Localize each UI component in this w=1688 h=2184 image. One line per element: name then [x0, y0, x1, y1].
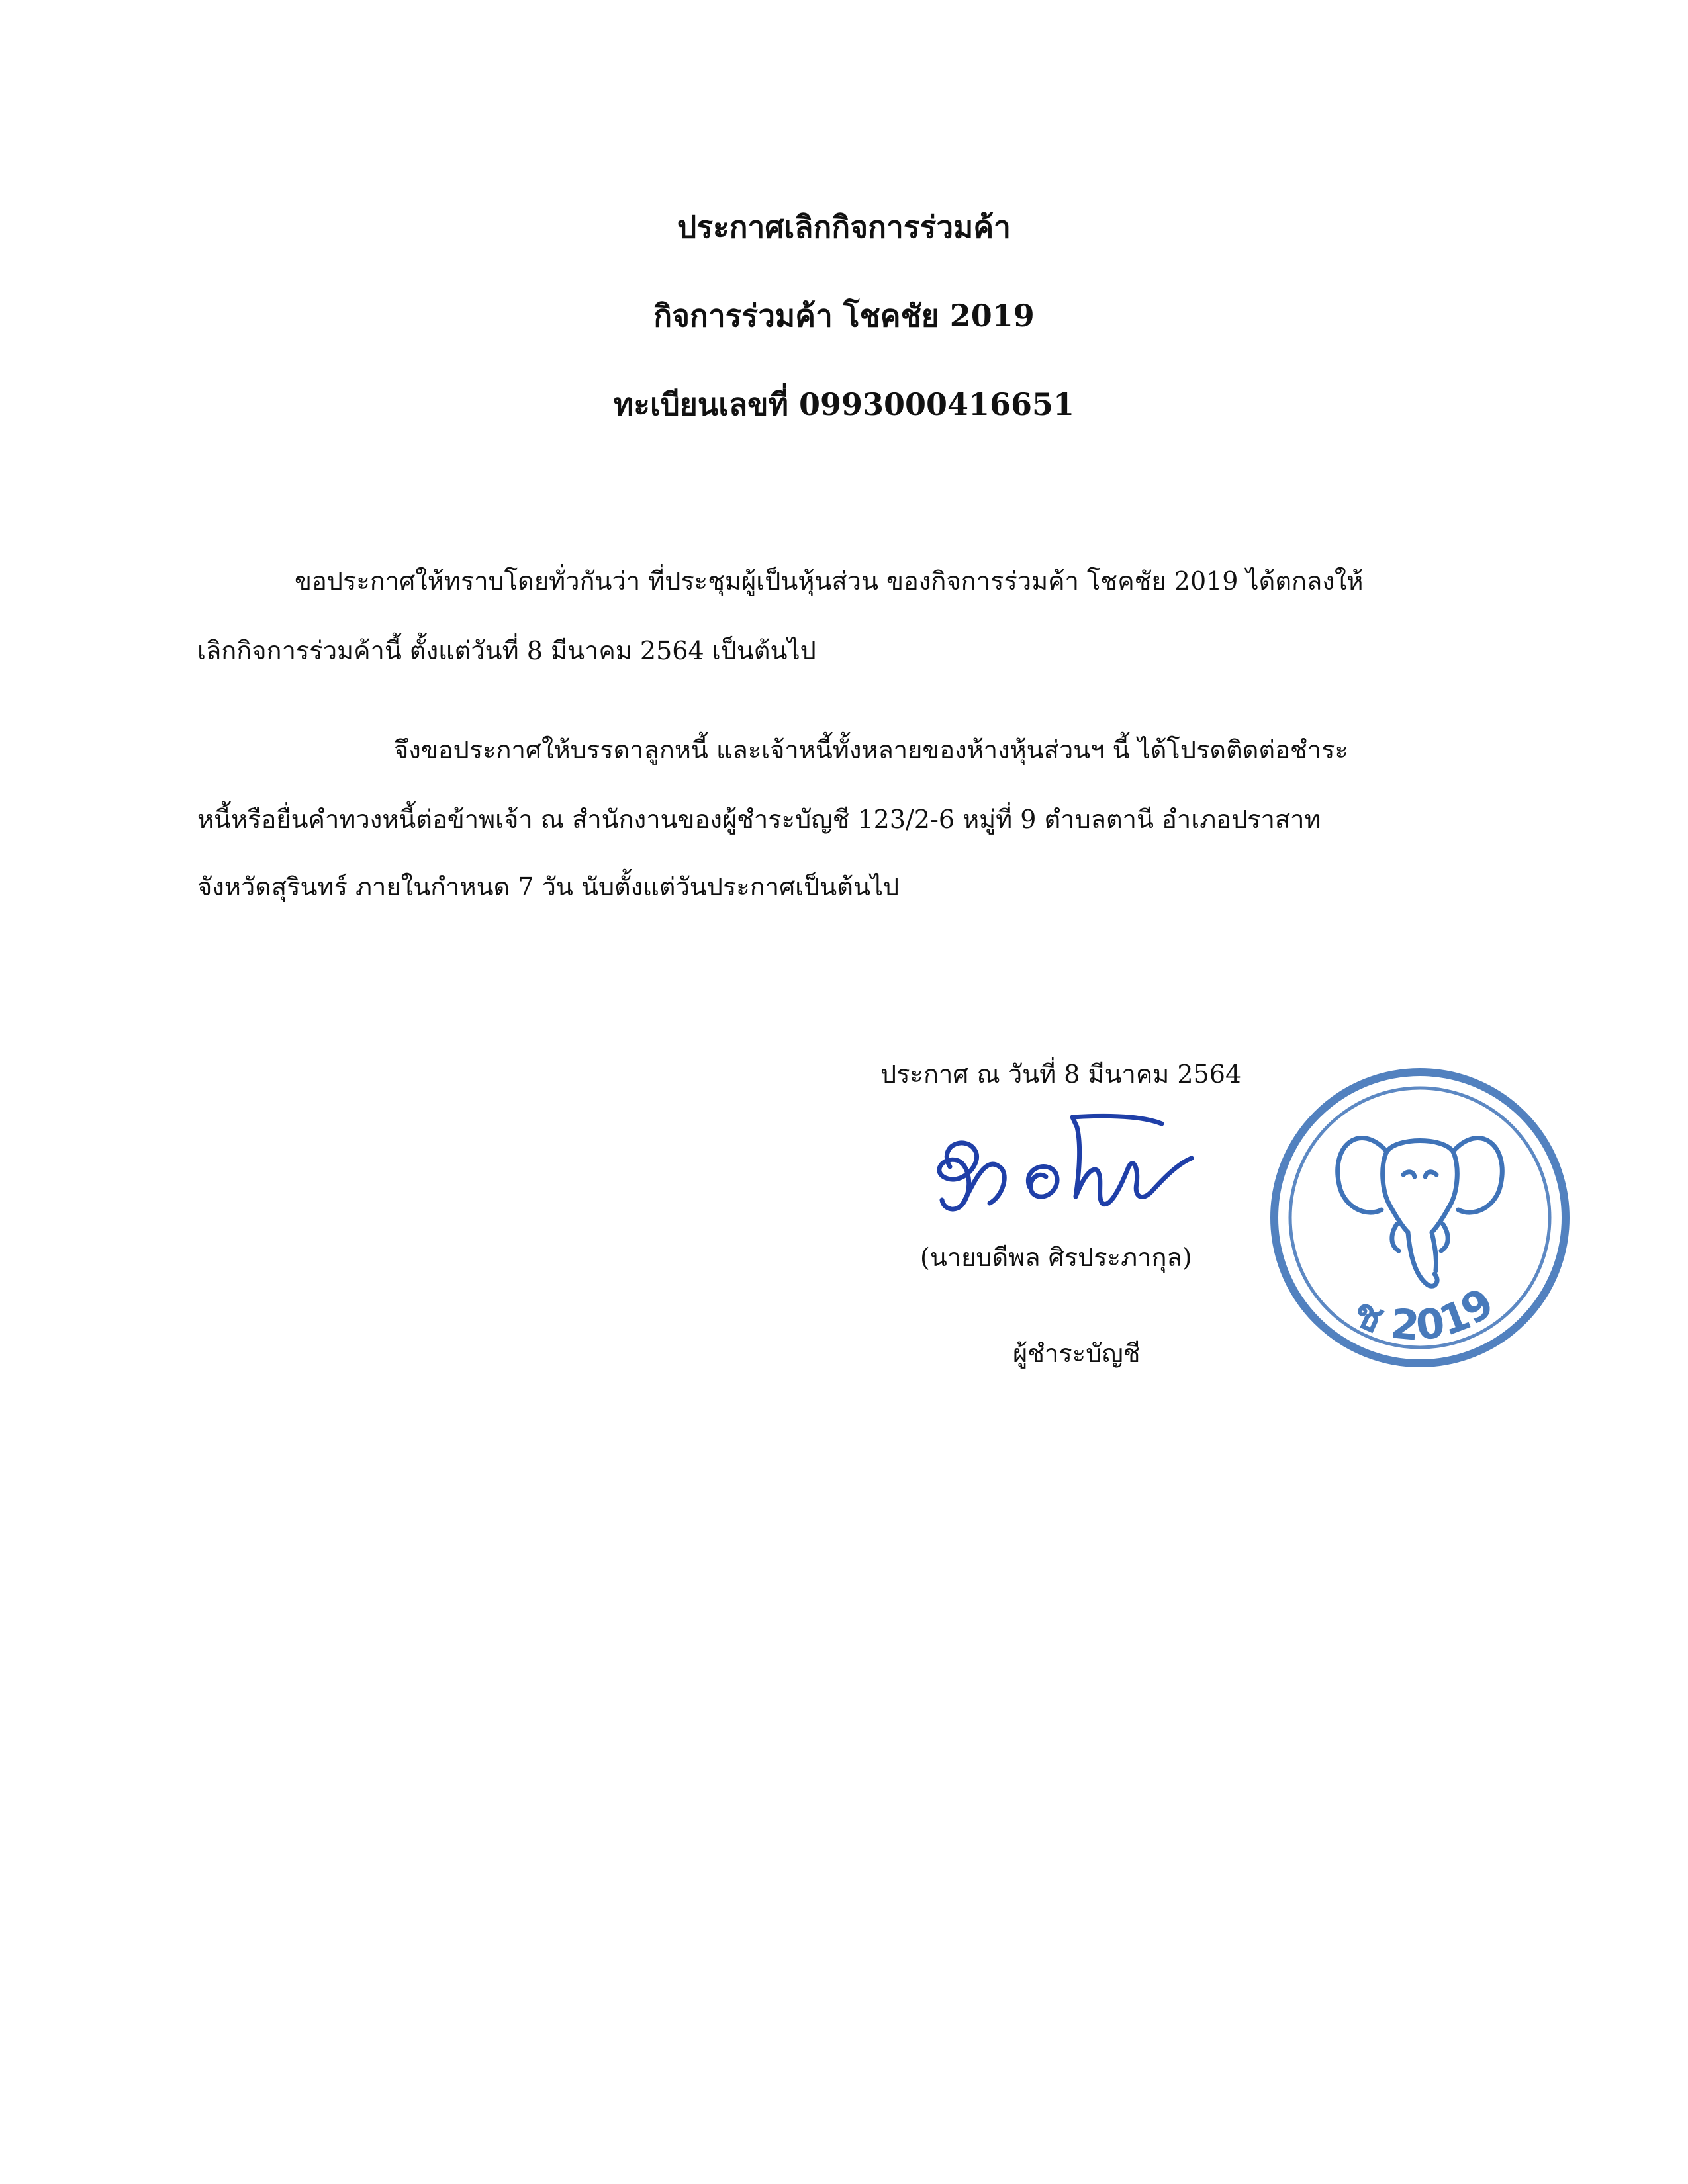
registration-number: ทะเบียนเลขที่ 0993000416651: [613, 387, 1075, 422]
paragraph1-line1: ขอประกาศให้ทราบโดยทั่วกันว่า ที่ประชุมผู้เป็นหุ้นส่วน ของกิจการร่วมค้า โชคชัย 2019 ได้ตกลงให้: [295, 567, 1364, 596]
company-name: กิจการร่วมค้า โชคชัย 2019: [653, 298, 1035, 334]
paragraph1-line2: เลิกกิจการร่วมค้านี้ ตั้งแต่วันที่ 8 มีนาคม 2564 เป็นต้นไป: [197, 636, 816, 665]
paragraph2-line3: จังหวัดสุรินทร์ ภายในกำหนด 7 วัน นับตั้งแต่วันประกาศเป็นต้นไป: [197, 872, 900, 901]
handwritten-signature: [923, 1104, 1201, 1236]
paragraph2-line1: จึงขอประกาศให้บรรดาลูกหนี้ และเจ้าหนี้ทั้งหลายของห้างหุ้นส่วนฯ นี้ ได้โปรดติดต่อชำระ: [394, 735, 1348, 764]
company-stamp: [1261, 1059, 1579, 1377]
announcement-date: ประกาศ ณ วันที่ 8 มีนาคม 2564: [880, 1060, 1242, 1089]
signatory-name: (นายบดีพล ศิรประภากุล): [920, 1243, 1192, 1272]
signatory-role: ผู้ชำระบัญชี: [1013, 1339, 1141, 1368]
document-title: ประกาศเลิกกิจการร่วมค้า: [677, 209, 1011, 245]
paragraph2-line2: หนี้หรือยื่นคำทวงหนี้ต่อข้าพเจ้า ณ สำนักงานของผู้ชำระบัญชี 123/2-6 หมู่ที่ 9 ตำบลตานี อำเภอปราสาท: [197, 805, 1321, 834]
title-block: [0, 208, 1688, 475]
stamp-text: ช 2019: [1346, 1278, 1503, 1350]
svg-text:ช 2019: [1346, 1278, 1503, 1350]
elephant-icon: [1338, 1138, 1503, 1287]
